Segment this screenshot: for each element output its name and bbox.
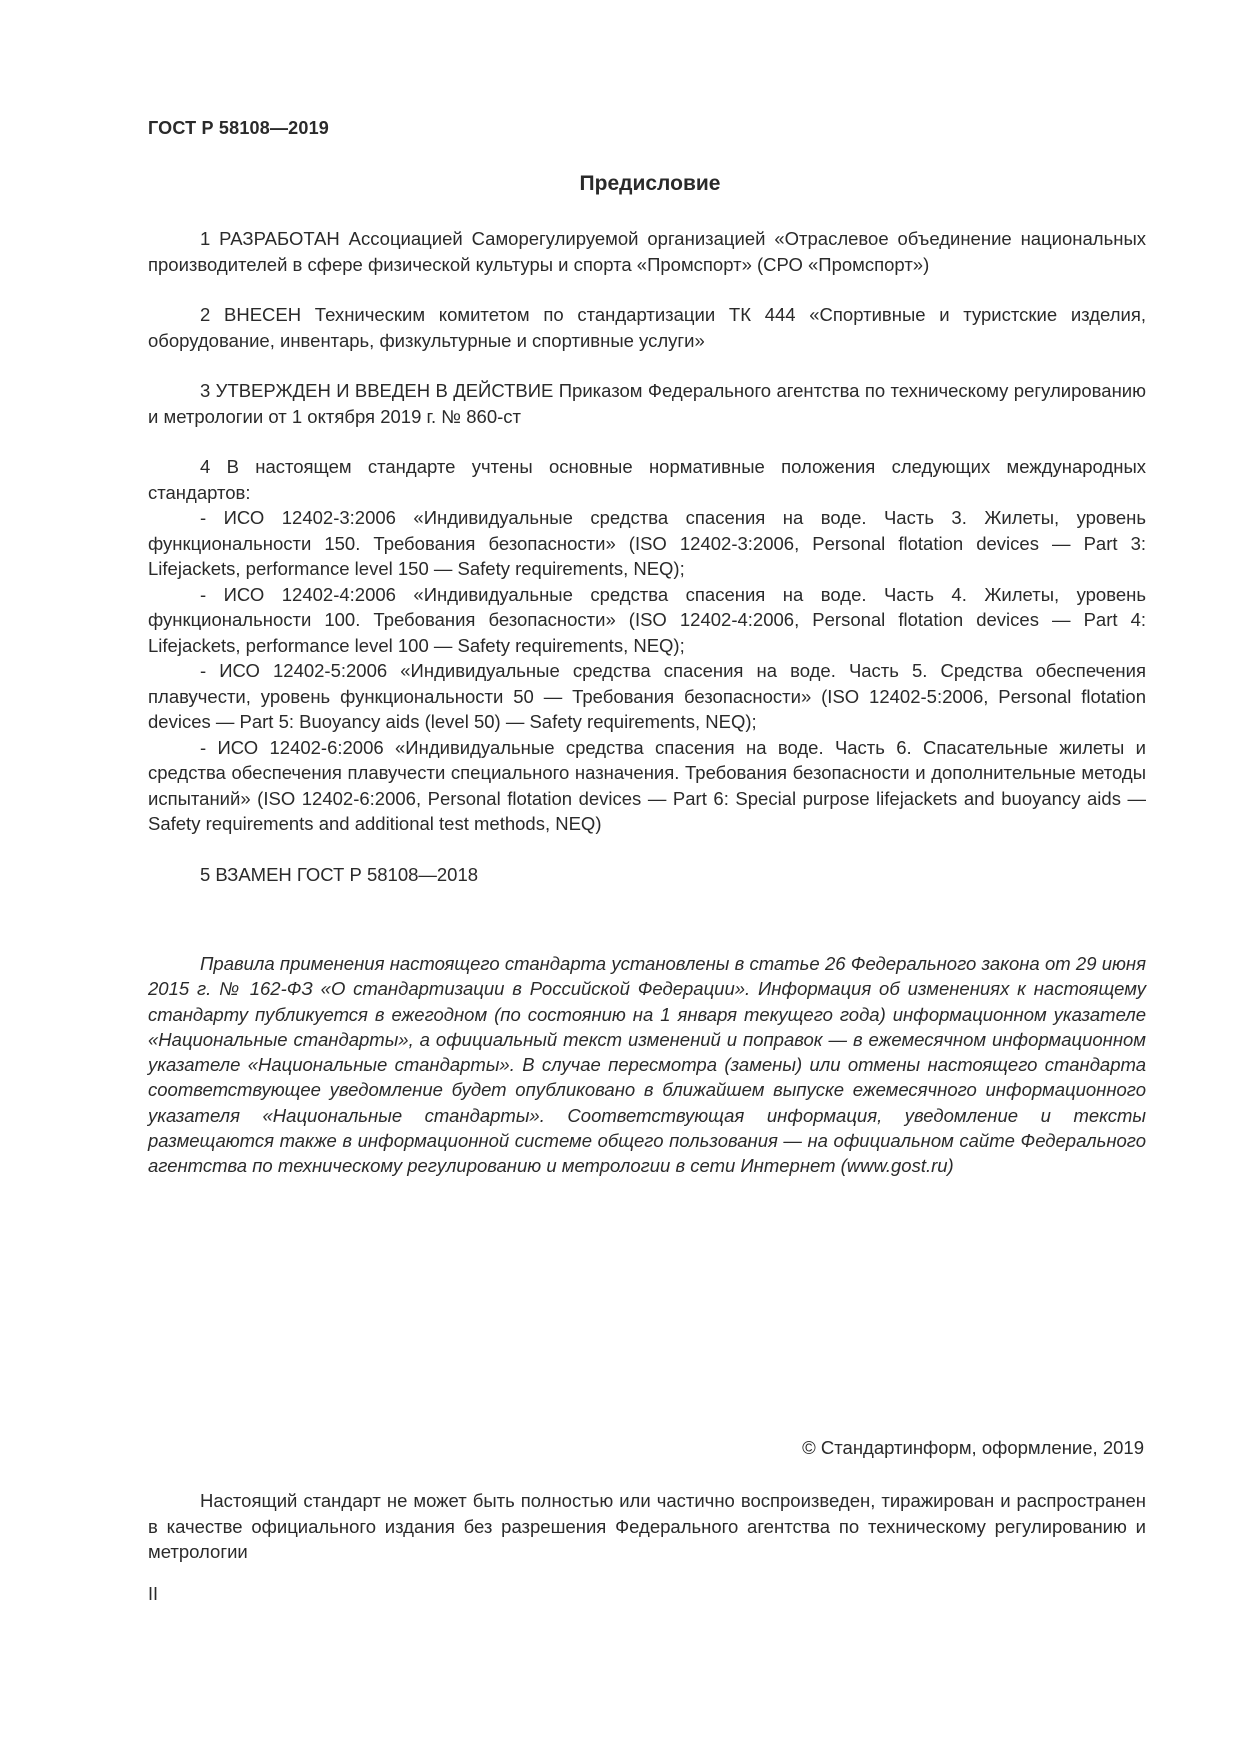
standard-reference-4: - ИСО 12402-6:2006 «Индивидуальные средства спасения на воде. Часть 6. Спасательные жилеты и средства обеспечения плавучести специального назначения. Требования безопасности и дополнительные методы испытаний» (ISO 12402-6:2006, Personal flotation devices — Part 6: Special purpose lifejackets and buoyancy aids — Safety requirements and additional test methods, NEQ) <box>148 736 1146 834</box>
standard-reference-2: - ИСО 12402-4:2006 «Индивидуальные средства спасения на воде. Часть 4. Жилеты, уровень функциональности 100. Требования безопасности» (ISO 12402-4:2006, Personal flotation devices — Part 4: Lifejackets, performance level 100 — Safety requirements, NEQ); <box>148 583 1146 656</box>
standard-reference-3: - ИСО 12402-5:2006 «Индивидуальные средства спасения на воде. Часть 5. Средства обеспечения плавучести, уровень функциональности 50 — Требования безопасности» (ISO 12402-5:2006, Personal flotation devices — Part 5: Buoyancy aids (level 50) — Safety requirements, NEQ); <box>148 660 1146 732</box>
document-code-header: ГОСТ Р 58108—2019 <box>148 118 330 138</box>
foreword-item-4: 4 В настоящем стандарте учтены основные нормативные положения следующих международных стандартов: <box>148 456 1146 503</box>
foreword-content <box>148 226 1146 912</box>
copyright-line: © Стандартинформ, оформление, 2019 <box>802 1437 1144 1458</box>
foreword-item-5: 5 ВЗАМЕН ГОСТ Р 58108—2018 <box>200 863 479 885</box>
reproduction-notice: Настоящий стандарт не может быть полностью или частично воспроизведен, тиражирован и распространен в качестве официального издания без разрешения Федерального агентства по техническому регулированию и метрологии <box>148 1490 1146 1562</box>
page-number: II <box>148 1584 159 1604</box>
foreword-item-2: 2 ВНЕСЕН Техническим комитетом по стандартизации ТК 444 «Спортивные и туристские изделия, оборудование, инвентарь, физкультурные и спортивные услуги» <box>148 304 1146 351</box>
foreword-item-1: 1 РАЗРАБОТАН Ассоциацией Саморегулируемой организацией «Отраслевое объединение национальных производителей в сфере физической культуры и спорта «Промспорт» (СРО «Промспорт») <box>148 228 1146 275</box>
application-rules-notice: Правила применения настоящего стандарта установлены в статье 26 Федерального закона от 29 июня 2015 г. № 162-ФЗ «О стандартизации в Российской Федерации». Информация об изменениях к настоящему стандарту публикуется в ежегодном (по состоянию на 1 января текущего года) информационном указателе «Национальные стандарты», а официальный текст изменений и поправок — в ежемесячном информационном указателе «Национальные стандарты». В случае пересмотра (замены) или отмены настоящего стандарта соответствующее уведомление будет опубликовано в ближайшем выпуске ежемесячного информационного указателя «Национальные стандарты». Соответствующая информация, уведомление и тексты размещаются также в информационной системе общего пользования — на официальном сайте Федерального агентства по техническому регулированию и метрологии в сети Интернет (www.gost.ru) <box>148 953 1146 1177</box>
foreword-title: Предисловие <box>579 172 721 195</box>
standard-reference-1: - ИСО 12402-3:2006 «Индивидуальные средства спасения на воде. Часть 3. Жилеты, уровень функциональности 150. Требования безопасности» (ISO 12402-3:2006, Personal flotation devices — Part 3: Lifejackets, performance level 150 — Safety requirements, NEQ); <box>148 507 1146 579</box>
foreword-item-3: 3 УТВЕРЖДЕН И ВВЕДЕН В ДЕЙСТВИЕ Приказом Федерального агентства по техническому регулированию и метрологии от 1 октября 2019 г. № 860-ст <box>148 380 1146 427</box>
